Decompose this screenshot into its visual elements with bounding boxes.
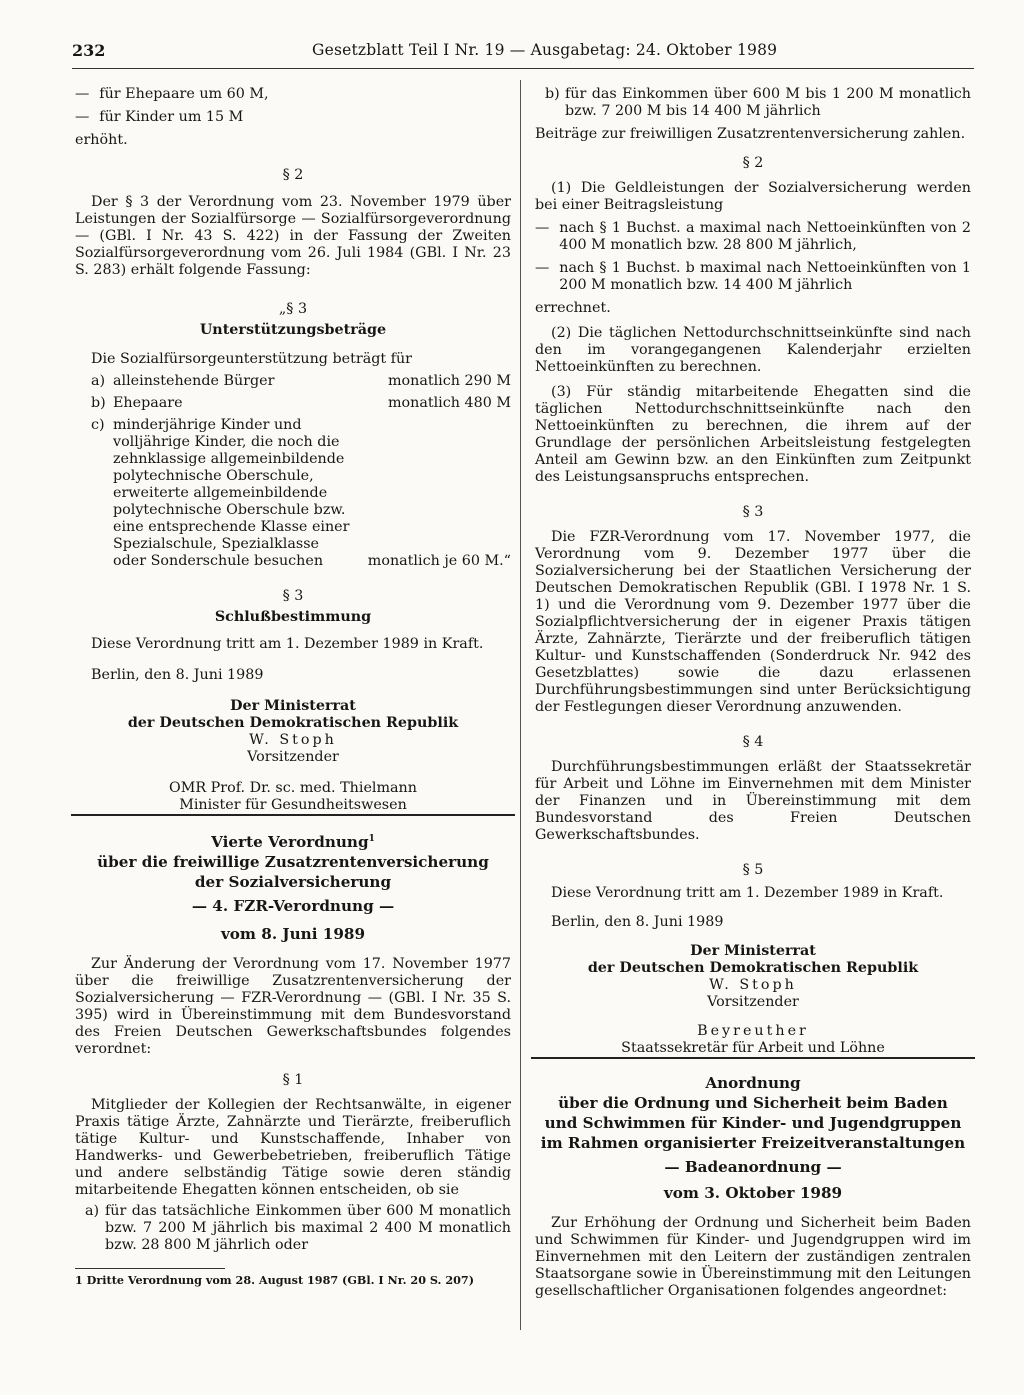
order-title: und Schwimmen für Kinder- und Jugendgruppen bbox=[544, 1114, 962, 1132]
section-title: Unterstützungsbeträge bbox=[199, 322, 387, 338]
signatory-role: Minister für Gesundheitswesen bbox=[179, 797, 407, 813]
page-number: 232 bbox=[72, 41, 106, 60]
list-item: — nach § 1 Buchst. b maximal nach Nettoeinkünften von 1 200 M monatlich bzw. 14 400 M jährlich bbox=[535, 260, 971, 293]
regulation-date: vom 8. Juni 1989 bbox=[220, 925, 366, 943]
section-heading: § 1 bbox=[282, 1072, 304, 1088]
signatory-name: W. Stoph bbox=[249, 732, 337, 748]
list-item: b) für das Einkommen über 600 M bis 1 200 M monatlich bzw. 7 200 M bis 14 400 M jährlich bbox=[545, 86, 971, 119]
paragraph: Diese Verordnung tritt am 1. Dezember 1989 in Kraft. bbox=[551, 885, 944, 901]
signatory-org: der Deutschen Demokratischen Republik bbox=[127, 715, 459, 731]
signatory-name: Beyreuther bbox=[697, 1023, 809, 1039]
list-item: — nach § 1 Buchst. a maximal nach Nettoeinkünften von 2 400 M monatlich bzw. 28 800 M jährlich, bbox=[535, 220, 971, 253]
page-header bbox=[72, 42, 972, 66]
section-heading: § 3 bbox=[742, 504, 764, 520]
footnote-marker: 1 bbox=[368, 833, 375, 844]
rates-intro: Die Sozialfürsorgeunterstützung beträgt für bbox=[91, 351, 412, 367]
section-title: Schlußbestimmung bbox=[214, 609, 372, 625]
signatory-role: Staatssekretär für Arbeit und Löhne bbox=[621, 1040, 885, 1056]
section-heading: § 3 bbox=[282, 588, 304, 604]
section-rule bbox=[531, 1057, 975, 1059]
order-title: im Rahmen organisierter Freizeitveranstaltungen bbox=[540, 1134, 966, 1152]
order-date: vom 3. Oktober 1989 bbox=[663, 1184, 843, 1202]
paragraph: Diese Verordnung tritt am 1. Dezember 1989 in Kraft. bbox=[91, 636, 484, 652]
column-divider bbox=[520, 80, 521, 1330]
page-header-title: Gesetzblatt Teil I Nr. 19 — Ausgabetag: 24. Oktober 1989 bbox=[312, 41, 778, 59]
section-rule bbox=[71, 814, 515, 816]
regulation-title: Vierte Verordnung$^1$ bbox=[211, 833, 375, 851]
paragraph: Der § 3 der Verordnung vom 23. November 1979 über Leistungen der Sozialfürsorge — Sozialfürsorgeverordnung — (GBl. I Nr. 43 S. 422) in der Fassung der Zweiten Sozialfürsorgeverordnung vom 26. Juli 1984 (GBl. I Nr. 23 S. 283) erhält folgende Fassung: bbox=[75, 194, 511, 278]
section-heading: „§ 3 bbox=[278, 301, 308, 317]
paragraph: Zur Änderung der Verordnung vom 17. November 1977 über die freiwillige Zusatzrentenversicherung der Sozialversicherung — FZR-Verordnung — (GBl. I Nr. 35 S. 395) wird in Übereinstimmung mit dem Bundesvorstand des Freien Deutschen Gewerkschaftsbundes folgendes verordnet: bbox=[75, 956, 511, 1057]
signatory-role: Vorsitzender bbox=[247, 749, 339, 765]
left-column bbox=[75, 86, 511, 1289]
rate-row: c) minderjährige Kinder und volljährige Kinder, die noch die zehnklassige allgemeinbildende polytechnische Oberschule, erweiterte allgemeinbildende polytechnische Oberschule bzw. eine entsprechende Klasse einer Spezialschule, Spezialklasse oder Sonderschule besuchen monatlich je 60 M.“ bbox=[91, 417, 511, 569]
header-rule bbox=[72, 68, 974, 69]
paragraph: Zur Erhöhung der Ordnung und Sicherheit beim Baden und Schwimmen für Kinder- und Jugendgruppen wird im Einvernehmen mit den Leitern der zuständigen zentralen Staatsorgane sowie in Übereinstimmung mit den Leitungen gesellschaftlicher Organisationen folgendes angeordnet: bbox=[535, 1215, 971, 1299]
section-heading: § 5 bbox=[742, 862, 764, 878]
paragraph: errechnet. bbox=[535, 300, 611, 316]
paragraph: (2) Die täglichen Nettodurchschnittseinkünfte sind nach den im vorangegangenen Kalenderjahr erzielten Nettoeinkünften zu berechnen. bbox=[535, 325, 971, 375]
regulation-title: über die freiwillige Zusatzrentenversicherung bbox=[97, 853, 489, 871]
regulation-title: der Sozialversicherung bbox=[194, 873, 392, 891]
signatory-org: Der Ministerrat bbox=[690, 943, 816, 959]
paragraph: Durchführungsbestimmungen erläßt der Staatssekretär für Arbeit und Löhne im Einvernehmen mit dem Minister der Finanzen und in Übereinstimmung mit dem Bundesvorstand des Freien Deutschen Gewerkschaftsbundes. bbox=[535, 759, 971, 843]
paragraph: Beiträge zur freiwilligen Zusatzrentenversicherung zahlen. bbox=[535, 126, 966, 142]
section-heading: § 2 bbox=[282, 167, 304, 183]
order-short-title: — Badeanordnung — bbox=[664, 1158, 842, 1176]
list-item: — für Kinder um 15 M bbox=[75, 109, 244, 125]
place-date: Berlin, den 8. Juni 1989 bbox=[91, 667, 264, 683]
order-title: über die Ordnung und Sicherheit beim Baden bbox=[558, 1094, 948, 1112]
section-heading: § 4 bbox=[742, 734, 764, 750]
signatory-name: OMR Prof. Dr. sc. med. Thielmann bbox=[169, 780, 417, 796]
place-date: Berlin, den 8. Juni 1989 bbox=[551, 914, 724, 930]
paragraph: Mitglieder der Kollegien der Rechtsanwälte, in eigener Praxis tätige Ärzte, Zahnärzte und Tierärzte, freiberuflich tätige Kultur- und Kunstschaffende, Inhaber von Handwerks- und Gewerbebetrieben, freiberuflich Tätige und andere selbständig Tätige sowie deren ständig mitarbeitende Ehegatten können entscheiden, ob sie bbox=[75, 1097, 511, 1198]
rate-row: a) alleinstehende Bürger monatlich 290 M bbox=[91, 373, 511, 389]
list-item: a) für das tatsächliche Einkommen über 600 M monatlich bzw. 7 200 M jährlich bis maximal 2 400 M monatlich bzw. 28 800 M jährlich oder bbox=[85, 1203, 511, 1253]
right-column bbox=[535, 86, 971, 1300]
increased-text: erhöht. bbox=[75, 132, 128, 148]
footnote-rule bbox=[75, 1268, 225, 1269]
paragraph: Die FZR-Verordnung vom 17. November 1977, die Verordnung vom 9. Dezember 1977 über die Sozialversicherung bei der Staatlichen Versicherung der Deutschen Demokratischen Republik (GBl. I 1978 Nr. 1 S. 1) und die Verordnung vom 9. Dezember 1977 über die Sozialpflichtversicherung der in eigener Praxis tätigen Ärzte, Zahnärzte, Tierärzte und der freiberuflich tätigen Kultur- und Kunstschaffenden (Sonderdruck Nr. 942 des Gesetzblattes) sowie die dazu erlassenen Durchführungsbestimmungen sind unter Berücksichtigung der Festlegungen dieser Verordnung anzuwenden. bbox=[535, 529, 971, 715]
footnote: 1 Dritte Verordnung vom 28. August 1987 (GBl. I Nr. 20 S. 207) bbox=[75, 1273, 474, 1287]
regulation-short-title: — 4. FZR-Verordnung — bbox=[191, 897, 395, 915]
list-item: — für Ehepaare um 60 M, bbox=[75, 86, 269, 102]
signatory-role: Vorsitzender bbox=[707, 994, 799, 1010]
paragraph: (1) Die Geldleistungen der Sozialversicherung werden bei einer Beitragsleistung bbox=[535, 180, 971, 213]
signatory-org: der Deutschen Demokratischen Republik bbox=[587, 960, 919, 976]
section-heading: § 2 bbox=[742, 155, 764, 171]
rate-row: b) Ehepaare monatlich 480 M bbox=[91, 395, 511, 411]
paragraph: (3) Für ständig mitarbeitende Ehegatten sind die täglichen Nettodurchschnittseinkünfte nach den Nettoeinkünften zu berechnen, die ihrem auf der Grundlage der persönlichen Arbeitsleistung festgelegten Anteil am Gewinn bzw. an den Einkünften zum Zeitpunkt des Leistungsanspruchs entsprechen. bbox=[535, 384, 971, 485]
order-title: Anordnung bbox=[705, 1074, 801, 1092]
signatory-name: W. Stoph bbox=[709, 977, 797, 993]
signatory-org: Der Ministerrat bbox=[230, 698, 356, 714]
